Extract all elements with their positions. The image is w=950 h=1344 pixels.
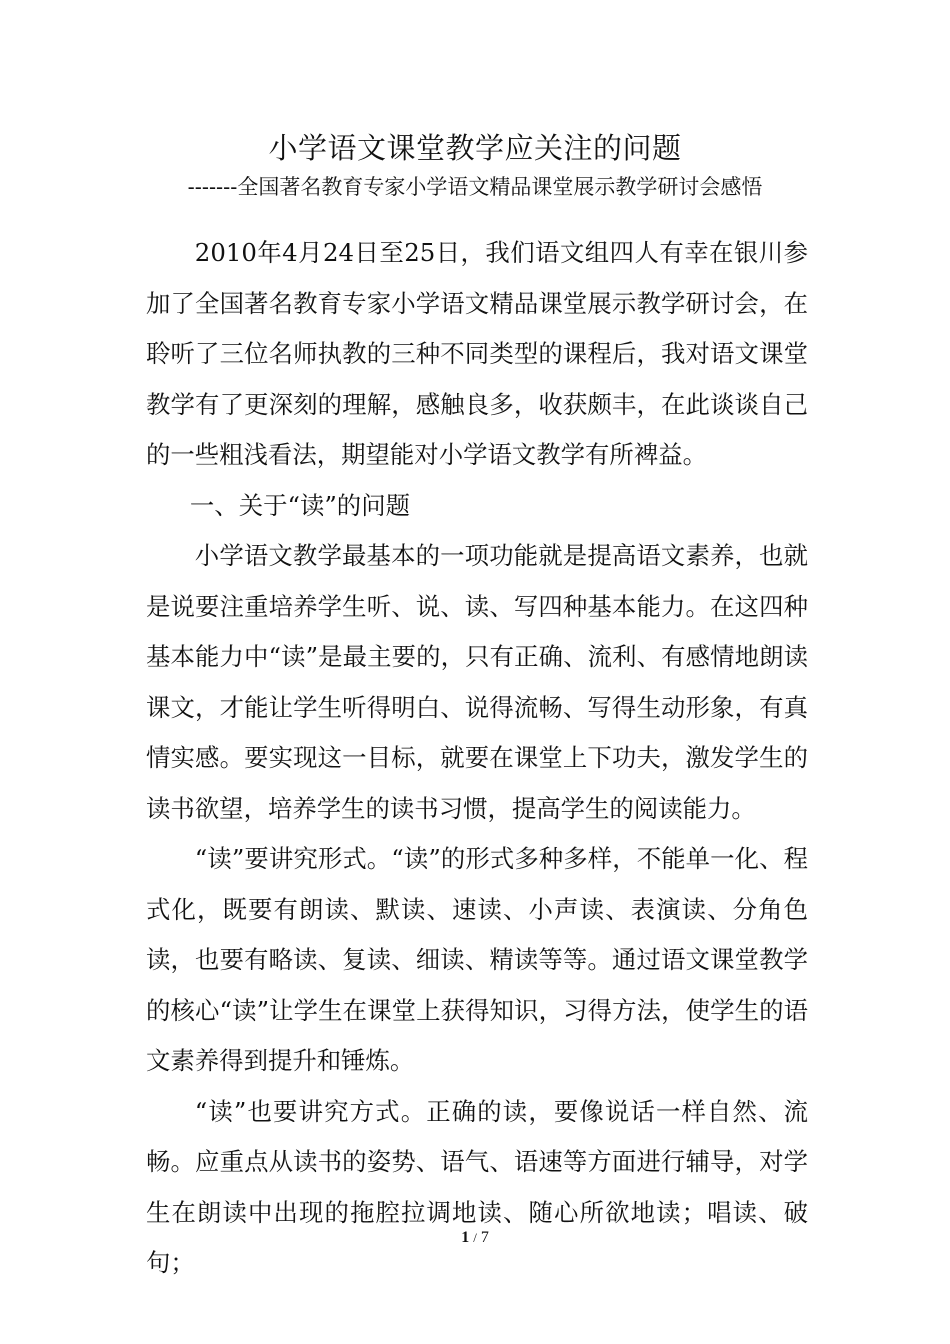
page-number-separator: /	[473, 1230, 477, 1245]
document-title: 小学语文课堂教学应关注的问题	[268, 131, 682, 165]
paragraph-reading-methods: “读”也要讲究方式。正确的读，要像说话一样自然、流畅。应重点从读书的姿势、语气、语速等方面进行辅导，对学生在朗读中出现的拖腔拉调地读、随心所欲地读；唱读、破句；	[146, 1096, 808, 1277]
paragraph-reading-forms: “读”要讲究形式。“读”的形式多种多样，不能单一化、程式化，既要有朗读、默读、速读、小声读、表演读、分角色读，也要有略读、复读、细读、精读等等。通过语文课堂教学的核心“读”让学生在课堂上获得知识，习得方法，使学生的语文素养得到提升和锤炼。	[146, 844, 808, 1075]
paragraph-reading-importance: 小学语文教学最基本的一项功能就是提高语文素养，也就是说要注重培养学生听、说、读、写四种基本能力。在这四种基本能力中“读”是最主要的，只有正确、流利、有感情地朗读课文，才能让学生听得明白、说得流畅、写得生动形象，有真情实感。要实现这一目标，就要在课堂上下功夫，激发学生的读书欲望，培养学生的读书习惯，提高学生的阅读能力。	[146, 541, 808, 823]
section-heading: 一、关于“读”的问题	[189, 490, 410, 520]
document-body	[146, 228, 808, 1289]
current-page-number: 1	[461, 1229, 470, 1246]
page-number	[0, 1226, 950, 1250]
paragraph-intro: 2010年4月24日至25日，我们语文组四人有幸在银川参加了全国著名教育专家小学语文精品课堂展示教学研讨会，在聆听了三位名师执教的三种不同类型的课程后，我对语文课堂教学有了更深刻的理解，感触良多，收获颇丰，在此谈谈自己的一些粗浅看法，期望能对小学语文教学有所裨益。	[146, 238, 808, 469]
total-pages-number: 7	[480, 1229, 489, 1246]
document-subtitle: -------全国著名教育专家小学语文精品课堂展示教学研讨会感悟	[187, 175, 763, 199]
